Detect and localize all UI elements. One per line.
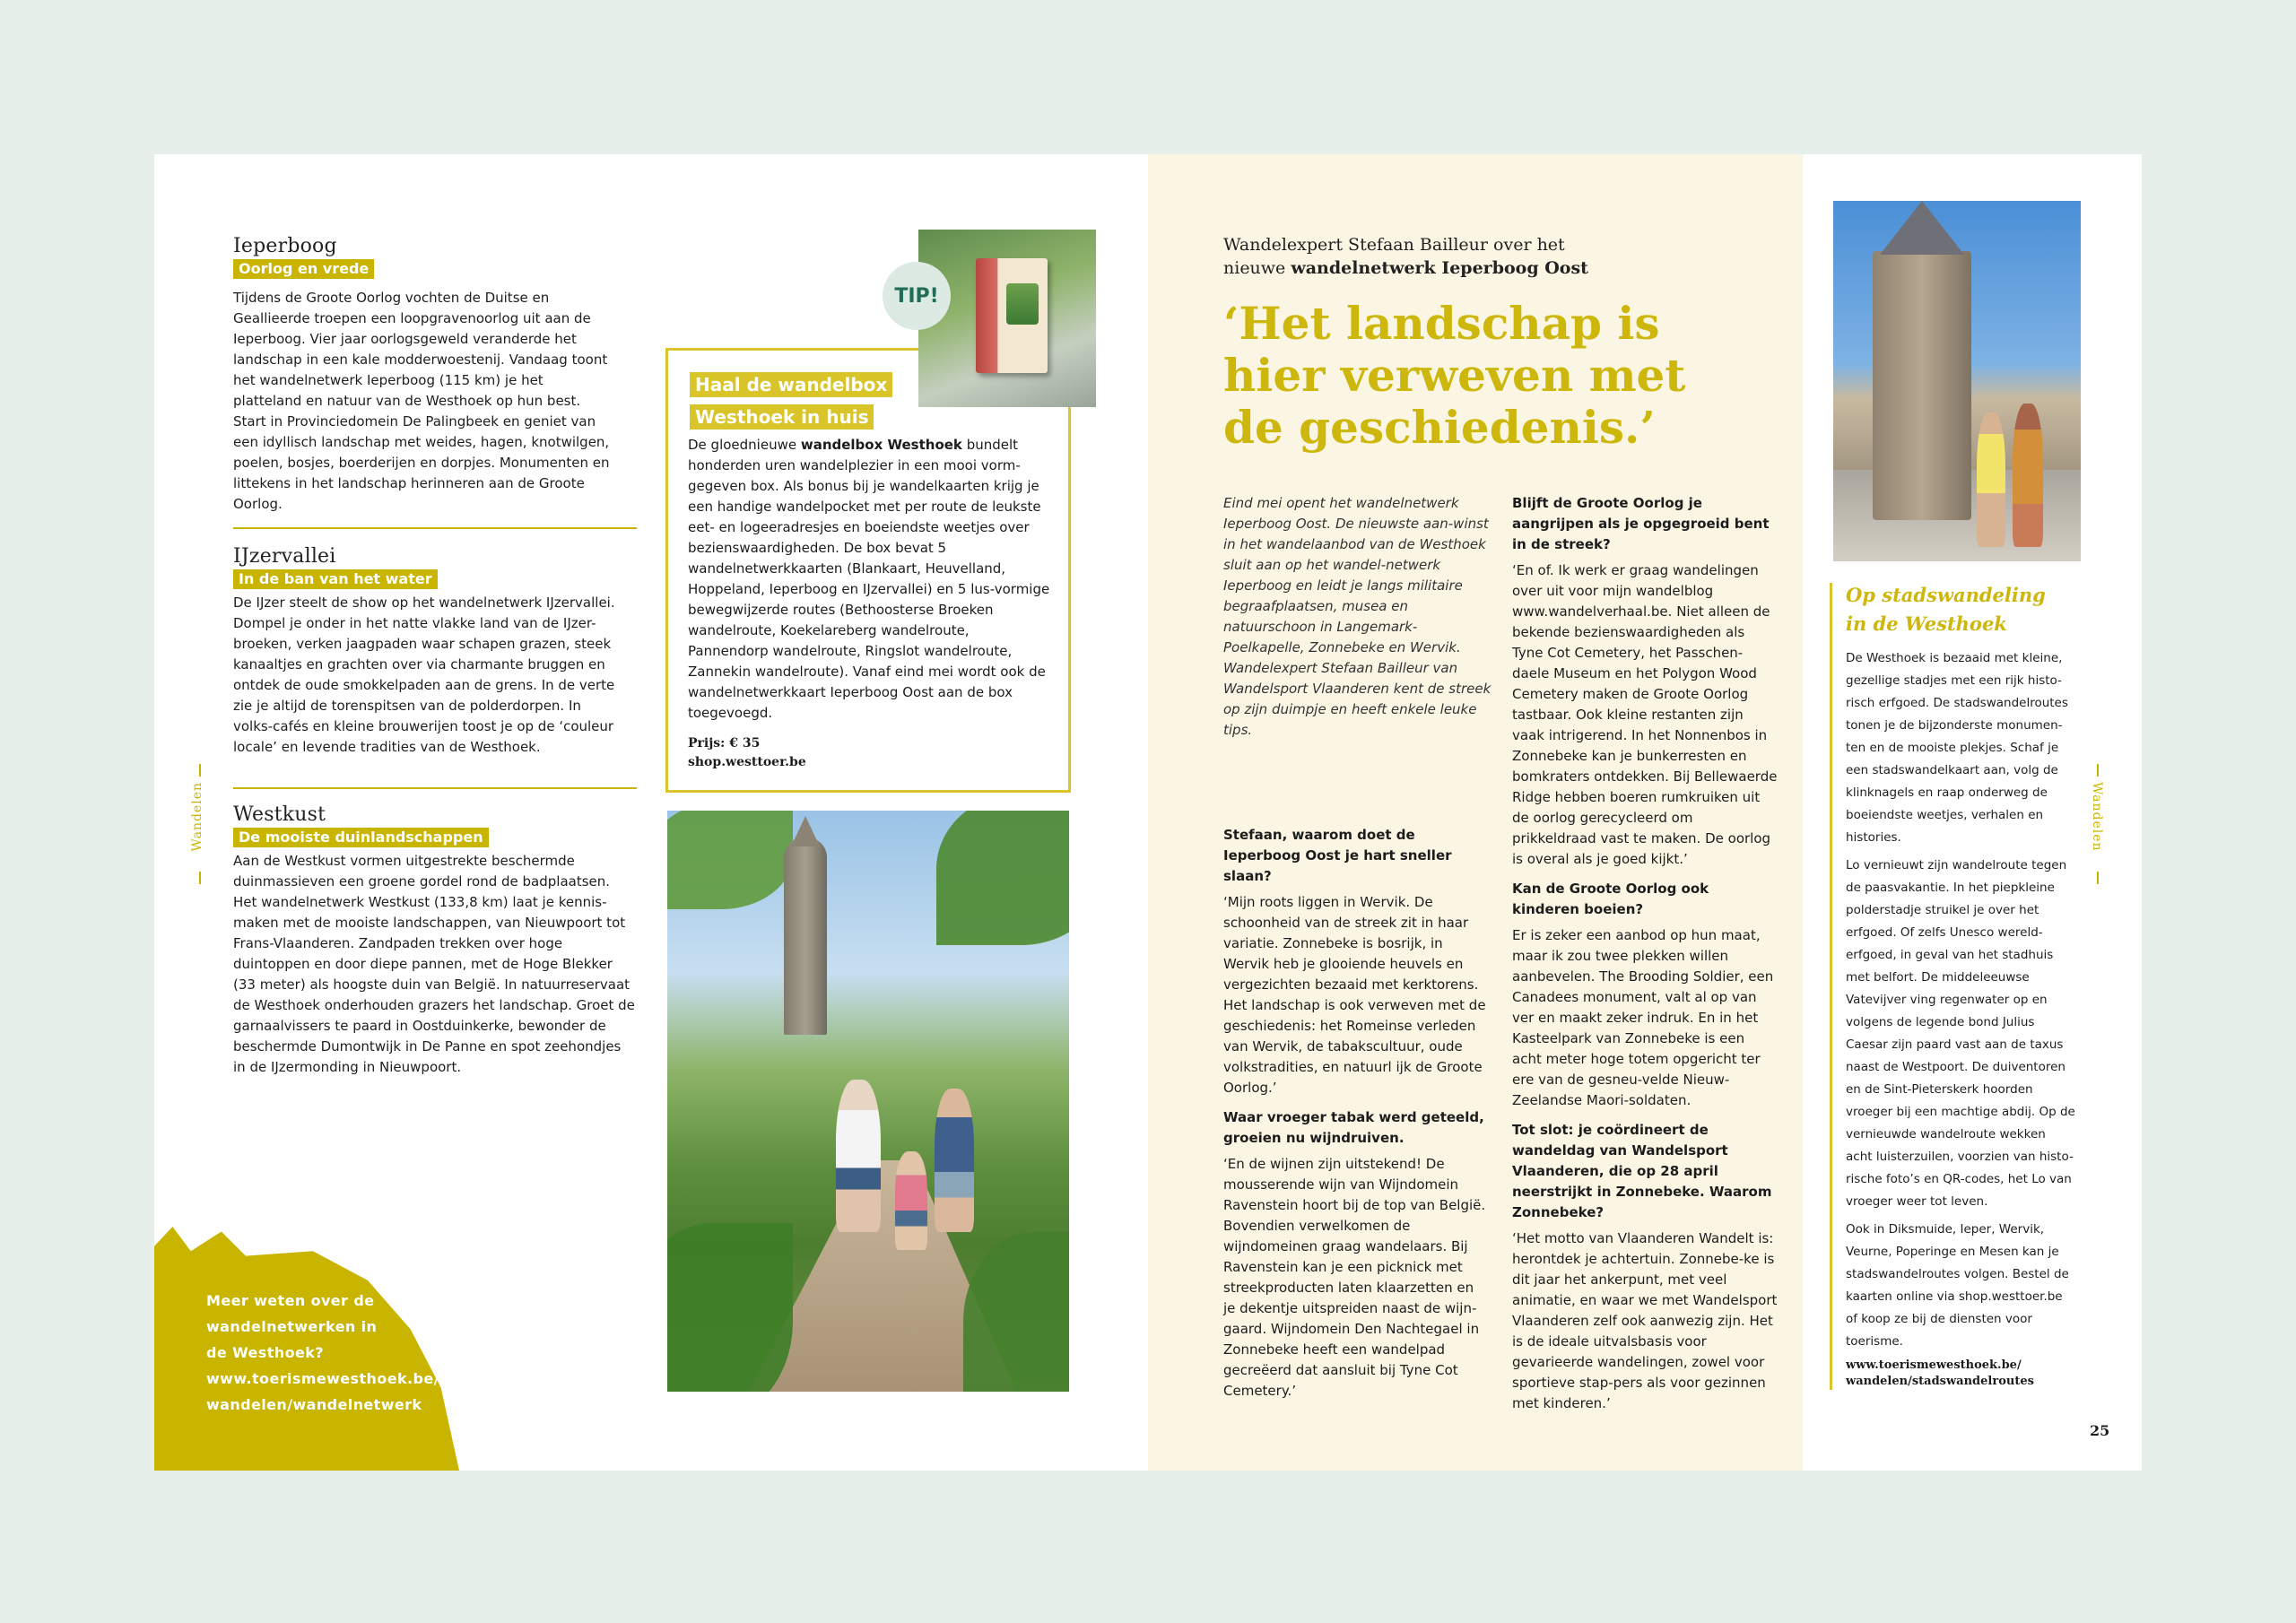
tip-text-bold: wandelbox Westhoek [800,437,962,453]
side-tick-top [199,764,201,777]
section-title: Westkust [233,803,326,826]
foliage [667,811,793,909]
kicker-bold: wandelnetwerk Ieperboog Oost [1291,258,1588,278]
tip-title-line2: Westhoek in huis [690,404,874,430]
tip-price: Prijs: € 35 [688,736,761,751]
walking-family-photo [667,811,1069,1392]
sidebar-text [1846,647,2075,1358]
side-tick-bottom [199,872,201,884]
callout-link[interactable]: wandelen/wandelnetwerk [206,1396,422,1413]
magazine-spread [154,154,2142,1471]
foliage [963,1232,1069,1392]
interview-column-2 [1512,493,1778,1423]
side-label-right: Wandelen [2090,782,2104,852]
section-subtitle: In de ban van het water [233,569,438,589]
section-subtitle: Oorlog en vrede [233,259,374,279]
section-divider [233,787,637,789]
question: Kan de Groote Oorlog ook kinderen boeien? [1512,881,1709,917]
side-label-left: Wandelen [190,782,204,852]
sidebar-paragraph: De Westhoek is bezaaid met kleine, gezellige stadjes met een rijk histo-risch erfgoed. De stadswandelroutes tonen je de bijzonderste monumen-ten en de mooiste plekjes. Schaf je een stadswandelkaart aan, volg de klinknagels en raap onderweg de boeiendste weetjes, verhalen en histories. [1846,651,2068,845]
section-subtitle: De mooiste duinlandschappen [233,828,489,847]
interview-headline: ‘Het landschap is hier verweven met de geschiedenis.’ [1223,297,1686,454]
section-ieperboog [233,235,610,515]
interview-intro: Eind mei opent het wandelnetwerk Ieperboog Oost. De nieuwste aan-winst in het wandelaanbod van de Westhoek sluit aan op het wandel-netwerk Ieperboog en leidt je langs militaire begraafplaatsen, musea en natuurschoon in Langemark-Poelkapelle, Zonnebeke en Wervik. Wandelexpert Stefaan Bailleur van Wandelsport Vlaanderen kent de streek op zijn duimpje en heeft enkele leuke tips. [1223,495,1492,738]
callout-line: de Westhoek? [206,1344,324,1361]
answer: ‘Het motto van Vlaanderen Wandelt is: herontdek je achtertuin. Zonnebe-ke is dit jaar het ankerpunt, met veel animatie, en waar we met Wandelsport Vlaanderen zelf ook aanwezig zijn. Het is de ideale uitvalsbasis voor gevarieerde wandelingen, zowel voor sportieve stap-pers als voor gezinnen met kinderen.’ [1512,1230,1778,1411]
wandelbox-book [976,258,1048,373]
kicker-plain: nieuwe [1223,258,1292,278]
callout-text [206,1288,439,1418]
question: Waar vroeger tabak werd geteeld, groeien nu wijndruiven. [1223,1109,1484,1146]
section-ijzervallei [233,545,615,758]
tip-text-rest: bundelt honderden uren wandelplezier in een mooi vorm-gegeven box. Als bonus bij je wandelkaarten krijg je een handige wandelpocket met per route de leukste eet- en logeeradresjes en boeiendste weetjes over bezienswaardigheden. De box bevat 5 wandelnetwerkkaarten (Blankaart, Heuvelland, Hoppeland, Ieperboog en IJzervallei) en 5 lus-vormige bewegwijzerde routes (Bethoosterse Broeken wandelroute, Koekelareberg wandelroute, Pannendorp wandelroute, Ringslot wandelroute, Zannekin wandelroute). Vanaf eind mei wordt ook de wandelnetwerkkaart Ieperboog Oost aan de box toegevoegd. [688,437,1050,721]
sidebar-link[interactable] [1846,1358,2034,1390]
person-child [895,1151,927,1250]
city-walk-photo [1833,201,2081,561]
interview-kicker [1223,233,1690,280]
gate-tower [1873,251,1971,520]
tip-shop-link[interactable]: shop.westtoer.be [688,755,806,769]
tip-title-line1: Haal de wandelbox [690,372,892,397]
section-westkust [233,803,637,1078]
section-text: De IJzer steelt de show op het wandelnetwerk IJzervallei. Dompel je onder in het natte vlakke land van de IJzer-broeken, verken jaagpaden waar schapen grazen, steek kanaaltjes en grachten over via charmante bruggen en ontdek de oude smokkelpaden aan de grens. In de verte zie je altijd de torenspitsen van de polderdorpen. In volks-cafés en kleine brouwerijen toost je op de ‘couleur locale’ en levende tradities van de Westhoek. [233,595,615,755]
foliage [936,811,1069,945]
answer: ‘En de wijnen zijn uitstekend! De mousserende wijn van Wijndomein Ravenstein hoort bij de top van België. Bovendien verwelkomen de wijndomeinen graag wandelaars. Bij Ravenstein kan je een picknick met streekproducten laten klaarzetten en je dekentje uitspreiden naast de wijn-gaard. Wijndomein Den Nachtegael in Zonnebeke heeft een wandelpad gecreëerd dat aansluit bij Tyne Cot Cemetery.’ [1223,1156,1486,1399]
sidebar-title-line1: Op stadswandeling [1846,584,2046,606]
question: Tot slot: je coördineert de wandeldag van Wandelsport Vlaanderen, die op 28 april neerstrijkt in Zonnebeke. Waarom Zonnebeke? [1512,1122,1772,1220]
wandelbox-photo [918,230,1096,407]
round-tower [784,838,827,1035]
answer: ‘Mijn roots liggen in Wervik. De schoonheid van de streek zit in haar variatie. Zonnebeke is bosrijk, in Wervik heb je glooiende heuvels en vergezichten bezaaid met kerktorens. Het landschap is ook verweven met de geschiedenis: het Romeinse verleden van Wervik, de tabakscultuur, oude volkstradities, en natuurl ijk de Groote Oorlog.’ [1223,894,1486,1096]
side-tick-bottom-right [2097,872,2099,884]
person-woman-yellow [1977,412,2005,547]
question: Stefaan, waarom doet de Ieperboog Oost je hart sneller slaan? [1223,827,1452,884]
tip-text [688,435,1050,724]
sidebar-link-line1[interactable]: www.toerismewesthoek.be/ [1846,1358,2022,1372]
sidebar-title [1846,581,2046,638]
callout-line: Meer weten over de [206,1292,375,1309]
answer: ‘En of. Ik werk er graag wandelingen over uit voor mijn wandelblog www.wandelverhaal.be. Niet alleen de bekende bezienswaardigheden als Tyne Cot Cemetery, het Passchen-daele Museum en het Polygon Wood Cemetery maken de Groote Oorlog tastbaar. Ook kleine restanten zijn vaak intrigerend. In het Nonnenbos in Zonnebeke kan je bunkerresten en bomkraters ontdekken. Bij Bellewaerde Ridge hebben boeren rumkruiken uit de oorlog gerecycleerd om prikkeldraad vast te maken. De oorlog is overal als je goed kijkt.’ [1512,562,1778,867]
answer: Er is zeker een aanbod op hun maat, maar ik zou twee plekken willen aanbevelen. The Brooding Soldier, een Canadees monument, valt al op van ver en maakt zeker indruk. En in het Kasteelpark van Zonnebeke is een acht meter hoge totem opgericht ter ere van de gesneu-velde Nieuw-Zeelandse Maori-soldaten. [1512,927,1774,1108]
section-title: IJzervallei [233,545,336,568]
sidebar-title-line2: in de Westhoek [1846,612,2007,635]
sidebar-link-line2[interactable]: wandelen/stadswandelroutes [1846,1375,2034,1388]
tip-text-start: De gloednieuwe [688,437,801,453]
sidebar-rule [1830,583,1832,1390]
kicker-line1: Wandelexpert Stefaan Bailleur over het [1223,235,1565,255]
foliage [667,1223,793,1392]
section-title: Ieperboog [233,235,337,257]
question: Blijft de Groote Oorlog je aangrijpen als je opgegroeid bent in de streek? [1512,495,1770,552]
callout-link[interactable]: www.toerismewesthoek.be/ [206,1370,439,1387]
side-tick-top-right [2097,764,2099,777]
sidebar-paragraph: Ook in Diksmuide, Ieper, Wervik, Veurne, Poperinge en Mesen kan je stadswandelroutes volgen. Bestel de kaarten online via shop.westtoer.be of koop ze bij de diensten voor toerisme. [1846,1222,2069,1349]
person-woman [836,1080,881,1232]
tip-price-block [688,734,806,772]
tip-box [665,348,1071,793]
kicker-line2 [1223,256,1690,280]
section-text: Aan de Westkust vormen uitgestrekte beschermde duinmassieven een groene gordel rond de badplaatsen. Het wandelnetwerk Westkust (133,8 km) laat je kennis-maken met de mooiste landschappen, van Nieuwpoort tot Frans-Vlaanderen. Zandpaden trekken over hoge duintoppen en door diepe pannen, met de Hoge Blekker (33 meter) als hoogste duin van België. In natuurreservaat de Westhoek onderhouden grazers het landschap. Groet de garnaalvissers te paard in Oostduinkerke, bewonder de beschermde Dumontwijk in De Panne en spot zeehondjes in de IJzermonding in Nieuwpoort. [233,853,635,1075]
tip-badge: TIP! [883,262,951,330]
section-text: Tijdens de Groote Oorlog vochten de Duitse en Geallieerde troepen een loopgravenoorlog uit aan de Ieperboog. Vier jaar oorlogsgeweld veranderde het landschap in een kale modderwoestenij. Vandaag toont het wandelnetwerk Ieperboog (115 km) je het platteland en natuur van de Westhoek op hun best. Start in Provinciedomein De Palingbeek en geniet van een idyllisch landschap met weides, hagen, knotwilgen, poelen, bosjes, boerderijen en dorpjes. Monumenten en littekens in het landschap herinneren aan de Groote Oorlog. [233,290,610,512]
person-woman-striped [2013,404,2043,547]
person-man [935,1089,974,1232]
callout-line: wandelnetwerken in [206,1318,378,1335]
page-number: 25 [2090,1422,2110,1439]
section-divider [233,527,637,529]
sidebar-paragraph: Lo vernieuwt zijn wandelroute tegen de paasvakantie. In het piepkleine polderstadje struikel je over het erfgoed. Of zelfs Unesco wereld-erfgoed, in geval van het stadhuis met belfort. De middeleeuwse Vatevijver ving regenwater op en volgens de legende bond Julius Caesar zijn paard vast aan de taxus naast de Westpoort. De duiventoren en de Sint-Pieterskerk hoorden vroeger bij een machtige abdij. Op de vernieuwde wandelroute wekken acht luisterzuilen, voorzien van histo-rische foto’s en QR-codes, het Lo van vroeger weer tot leven. [1846,858,2075,1209]
tip-title [690,369,892,433]
interview-column-1 [1223,825,1489,1410]
